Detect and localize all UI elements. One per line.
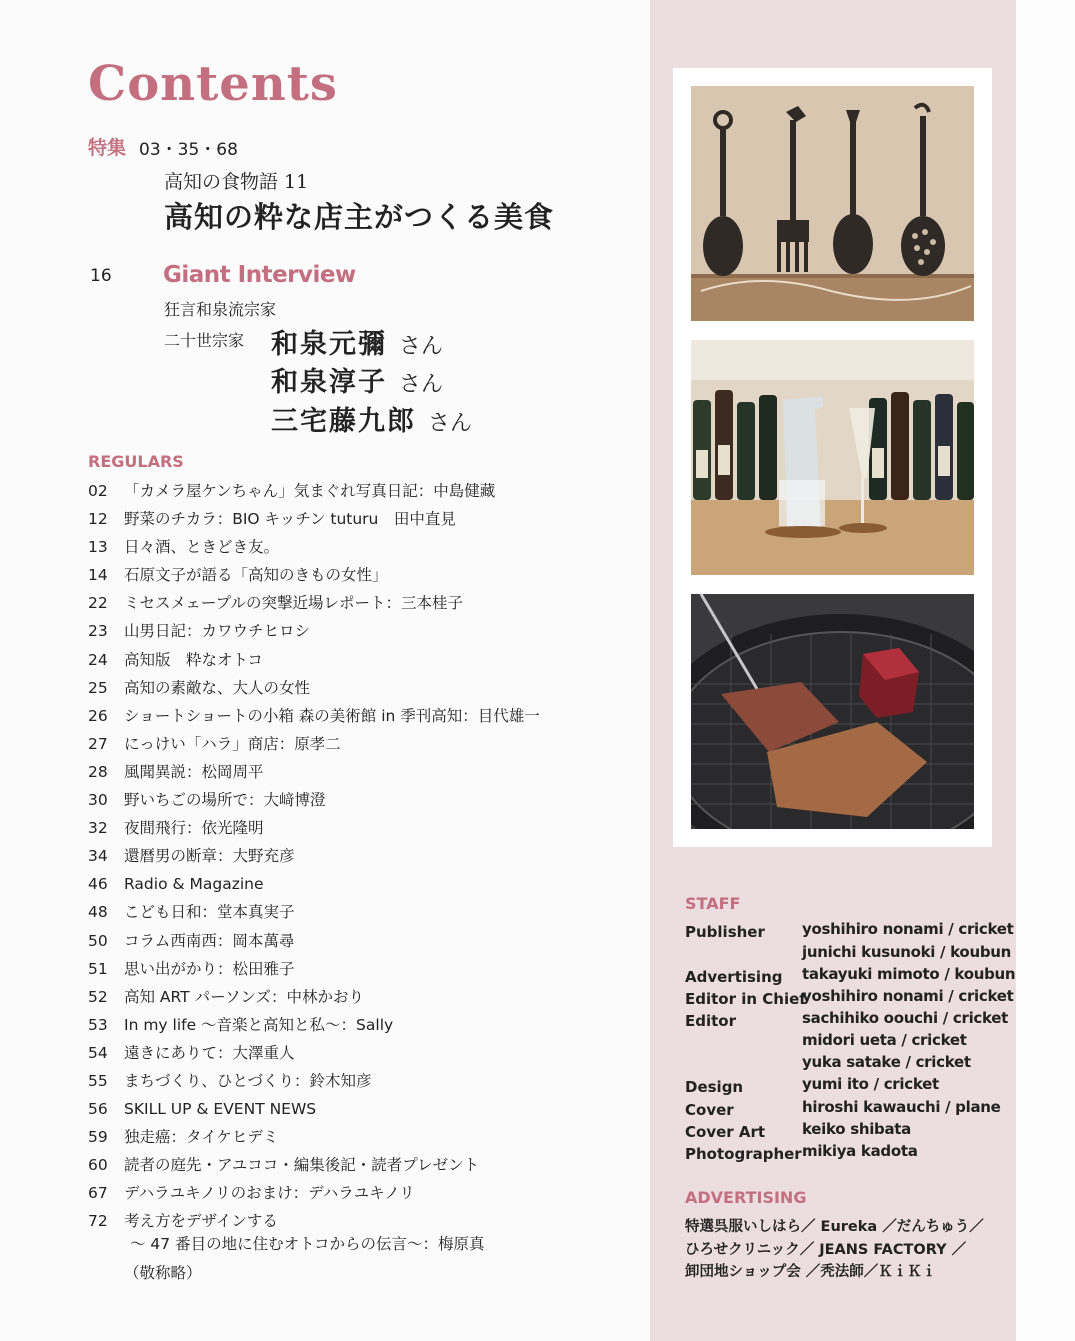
article-title: 高知の素敵な、大人の女性 [124, 678, 311, 697]
page-number: 60 [88, 1156, 108, 1175]
page-number: 48 [88, 903, 108, 922]
staff-value: hiroshi kawauchi / plane [802, 1098, 1001, 1116]
article-title: 高知版 粋なオトコ [124, 650, 263, 669]
regulars-last-subtitle: ～ 47 番目の地に住むオトコからの伝言～：梅原真 [130, 1235, 485, 1253]
page-number: 32 [88, 819, 108, 838]
article-title: 考え方をデザインする [124, 1212, 278, 1231]
page-number: 14 [88, 566, 108, 585]
advertising-heading: ADVERTISING [685, 1188, 807, 1207]
page-title: Contents [88, 56, 338, 112]
advertiser-line: 卸団地ショップ会 ／秃法師／ＫｉＫｉ [685, 1264, 937, 1280]
interviewee-name [271, 360, 443, 399]
article-title: 野菜のチカラ：BIO キッチン tuturu 田中直見 [124, 510, 456, 529]
article-title: 風聞異説：松岡周平 [124, 762, 264, 781]
interviewee-name [271, 399, 472, 438]
page-number: 27 [88, 734, 108, 753]
staff-value: midori ueta / cricket [802, 1031, 967, 1049]
article-title: Radio & Magazine [124, 875, 264, 894]
advertiser-line: 特選呉服いしはら／ Eureka ／だんちゅう／ [685, 1219, 984, 1235]
interviewee-name [271, 322, 443, 361]
staff-value: yoshihiro nonami / cricket [802, 920, 1014, 938]
staff-label: Publisher [685, 923, 765, 941]
staff-label: Editor in Chief [685, 990, 806, 1008]
page-number: 51 [88, 959, 108, 978]
page-number: 23 [88, 622, 108, 641]
feature-label: 特集 [88, 137, 127, 159]
giant-interview-title: Giant Interview [163, 262, 356, 288]
staff-value: yumi ito / cricket [802, 1075, 939, 1093]
page-number: 72 [88, 1212, 108, 1231]
page-number: 67 [88, 1184, 108, 1203]
article-title: SKILL UP & EVENT NEWS [124, 1100, 317, 1119]
article-title: 読者の庭先・アユココ・編集後記・読者プレゼント [124, 1156, 480, 1175]
page-number: 13 [88, 538, 108, 557]
honorifics-note: （敬称略） [124, 1264, 202, 1282]
regulars-heading: REGULARS [88, 452, 184, 471]
article-title: 高知 ART パーソンズ：中林かおり [124, 987, 364, 1006]
page-number: 53 [88, 1015, 108, 1034]
page-number: 26 [88, 706, 108, 725]
page-number: 02 [88, 482, 108, 500]
staff-value: yuka satake / cricket [802, 1053, 971, 1071]
article-title: ミセスメェープルの突撃近場レポート：三本桂子 [124, 594, 463, 613]
page-number: 46 [88, 875, 108, 894]
staff-value: keiko shibata [802, 1120, 911, 1138]
page-number: 54 [88, 1043, 108, 1062]
staff-heading: STAFF [685, 894, 741, 913]
staff-value: mikiya kadota [802, 1142, 918, 1160]
giant-interview-role: 二十世宗家 [164, 331, 245, 350]
page-number: 25 [88, 678, 108, 697]
article-title: デハラユキノリのおまけ：デハラユキノリ [124, 1184, 415, 1203]
article-title: 「カメラ屋ケンちゃん」気まぐれ写真日記：中島健藏 [124, 482, 496, 500]
page-number: 52 [88, 987, 108, 1006]
yakiniku-photo [691, 594, 974, 829]
page-number: 12 [88, 510, 108, 529]
staff-value: yoshihiro nonami / cricket [802, 987, 1014, 1005]
article-title: 石原文子が語る「高知のきもの女性」 [124, 566, 388, 585]
article-title: 夜間飛行：依光隆明 [124, 819, 264, 838]
interviewee-name-text: 和泉元彌 [271, 329, 387, 360]
staff-label: Editor [685, 1012, 736, 1030]
feature-pages: 03・35・68 [139, 140, 238, 160]
honorific: さん [399, 334, 444, 359]
page-number: 28 [88, 762, 108, 781]
article-title: 還暦男の断章：大野充彦 [124, 847, 295, 866]
staff-label: Advertising [685, 968, 783, 986]
utensils-photo [691, 86, 974, 321]
article-title: In my life ～音楽と高知と私～：Sally [124, 1015, 394, 1034]
page-edge [1016, 0, 1075, 1341]
page-number: 56 [88, 1100, 108, 1119]
feature-subtitle: 高知の食物語 11 [164, 171, 309, 193]
honorific: さん [399, 372, 444, 397]
page-number: 59 [88, 1128, 108, 1147]
page-number: 24 [88, 650, 108, 669]
article-title: 野いちごの場所で：大﨑博澄 [124, 791, 326, 810]
staff-value: sachihiko oouchi / cricket [802, 1009, 1009, 1027]
staff-label: Design [685, 1078, 744, 1096]
article-title: にっけい「ハラ」商店：原孝二 [124, 734, 341, 753]
page-number: 34 [88, 847, 108, 866]
feature-title: 高知の粋な店主がつくる美食 [164, 200, 555, 234]
staff-label: Photographer [685, 1145, 802, 1163]
page-number: 55 [88, 1071, 108, 1090]
article-title: ショートショートの小箱 森の美術館 in 季刊高知：目代雄一 [124, 706, 540, 725]
giant-interview-school: 狂言和泉流宗家 [164, 300, 277, 319]
page-number: 50 [88, 931, 108, 950]
interviewee-name-text: 三宅藤九郎 [271, 406, 416, 437]
sake-photo [691, 340, 974, 575]
article-title: 山男日記：カワウチヒロシ [124, 622, 311, 641]
page-number: 22 [88, 594, 108, 613]
staff-value: junichi kusunoki / koubun [802, 943, 1012, 961]
article-title: 遠きにありて：大澤重人 [124, 1043, 295, 1062]
article-title: こども日和：堂本真実子 [124, 903, 295, 922]
article-title: コラム西南西：岡本萬尋 [124, 931, 295, 950]
staff-label: Cover Art [685, 1123, 766, 1141]
page-number: 30 [88, 791, 108, 810]
staff-label: Cover [685, 1101, 734, 1119]
article-title: まちづくり、ひとづくり：鈴木知彦 [124, 1071, 372, 1090]
interviewee-name-text: 和泉淳子 [271, 367, 387, 398]
staff-value: takayuki mimoto / koubun [802, 965, 1016, 983]
giant-interview-page: 16 [90, 266, 112, 286]
article-title: 独走癌：タイケヒデミ [124, 1128, 279, 1147]
honorific: さん [428, 411, 473, 436]
advertiser-line: ひろせクリニック／ JEANS FACTORY ／ [685, 1242, 967, 1258]
article-title: 思い出がかり：松田雅子 [124, 959, 295, 978]
article-title: 日々酒、ときどき友。 [124, 538, 280, 557]
